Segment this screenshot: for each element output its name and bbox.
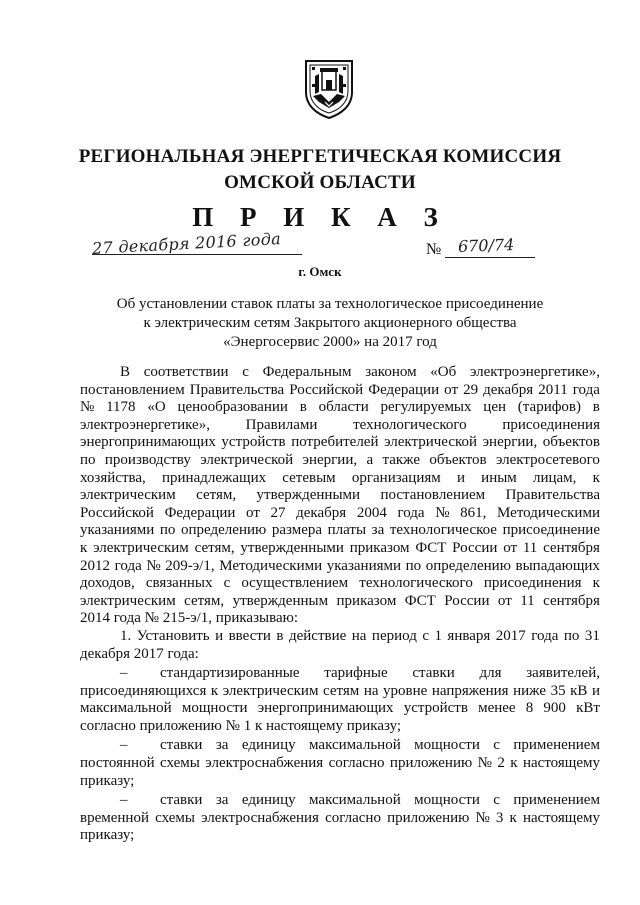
preamble-line: 2014 года № 215-э/1, приказываю: xyxy=(80,610,298,627)
date-underline xyxy=(92,254,302,255)
dash-marker: – xyxy=(120,737,128,754)
city-label: г. Омск xyxy=(298,264,342,279)
preamble-line: энергопринимающих устройств потребителей электрической энергии, объектов xyxy=(80,434,600,451)
document-type-title: П Р И К А З xyxy=(192,202,448,232)
organization-name-line-2: ОМСКОЙ ОБЛАСТИ xyxy=(224,172,416,193)
bullet-text: стандартизированные тарифные ставки для заявителей, xyxy=(160,665,600,682)
item-1-line: декабря 2017 года: xyxy=(80,645,199,662)
dash-marker: – xyxy=(120,792,128,809)
number-sign: № xyxy=(426,241,442,258)
preamble-line: Российской Федерации от 27 декабря 2004 года № 861, Методическими xyxy=(80,504,600,521)
preamble-line: по производству электрической энергии, а также объектов электросетевого xyxy=(80,451,600,468)
organization-name-line-1: РЕГИОНАЛЬНАЯ ЭНЕРГЕТИЧЕСКАЯ КОМИССИЯ xyxy=(78,146,562,167)
bullet-2-line: постоянной схемы электроснабжения согласно приложению № 2 к настоящему xyxy=(80,755,600,772)
preamble-line: № 1178 «О ценообразовании в области регулируемых цен (тарифов) в xyxy=(80,399,600,416)
bullet-text: ставки за единицу максимальной мощности с применением xyxy=(160,792,600,809)
subject-line: Об установлении ставок платы за технологическое присоединение xyxy=(116,296,544,312)
order-body xyxy=(80,364,600,845)
bullet-2-first-line xyxy=(80,737,600,755)
bullet-1-line: присоединяющихся к электрическим сетям на уровне напряжения ниже 35 кВ и xyxy=(80,682,600,699)
preamble-line: доходов, связанных с осуществлением технологического присоединения к xyxy=(80,575,600,592)
bullet-1-line: максимальной мощности энергопринимающих устройств менее 8 900 кВт xyxy=(80,700,600,717)
subject-line: к электрическим сетям Закрытого акционерного общества xyxy=(143,315,517,331)
bullet-3-first-line xyxy=(80,792,600,810)
coat-of-arms-icon xyxy=(303,58,355,120)
bullet-2-line: приказу; xyxy=(80,772,135,789)
preamble-line: к электрическим сетям, утвержденными приказом ФСТ России от 11 сентября xyxy=(80,539,600,556)
preamble-line: В соответствии с Федеральным законом «Об электроэнергетике», xyxy=(120,364,600,380)
preamble-line: электрическим сетям, утвержденными постановлением Правительства xyxy=(80,487,600,504)
bullet-3-line: приказу; xyxy=(80,827,135,844)
preamble-line: электроэнергетике», Правилами технологического присоединения xyxy=(80,416,600,433)
handwritten-order-number: 670/74 xyxy=(457,235,515,256)
bullet-text: ставки за единицу максимальной мощности с применением xyxy=(160,737,600,754)
bullet-1-line: согласно приложению № 1 к настоящему приказу; xyxy=(80,717,402,734)
preamble-line: 2012 года № 209-э/1, Методическими указаниями по определению выпадающих xyxy=(80,557,600,574)
preamble-line: хозяйства, принадлежащих сетевым организациям и иным лицам, к xyxy=(80,469,600,486)
item-1-line: 1. Установить и ввести в действие на период с 1 января 2017 года по 31 xyxy=(120,627,600,644)
preamble-line: постановлением Правительства Российской Федерации от 29 декабря 2011 года xyxy=(80,381,600,398)
bullet-3-line: временной схемы электроснабжения согласно приложению № 3 к настоящему xyxy=(80,809,600,826)
preamble-line: указаниями по определению размера платы за технологическое присоединение xyxy=(80,522,600,539)
handwritten-date: 27 декабря 2016 года xyxy=(91,229,282,258)
subject-line: «Энергосервис 2000» на 2017 год xyxy=(223,334,437,350)
bullet-1-first-line xyxy=(80,665,600,683)
preamble-line: электрическим сетям, утвержденным приказом ФСТ России от 11 сентября xyxy=(80,592,600,609)
dash-marker: – xyxy=(120,665,128,682)
number-underline xyxy=(445,257,535,258)
order-subject xyxy=(80,295,580,352)
